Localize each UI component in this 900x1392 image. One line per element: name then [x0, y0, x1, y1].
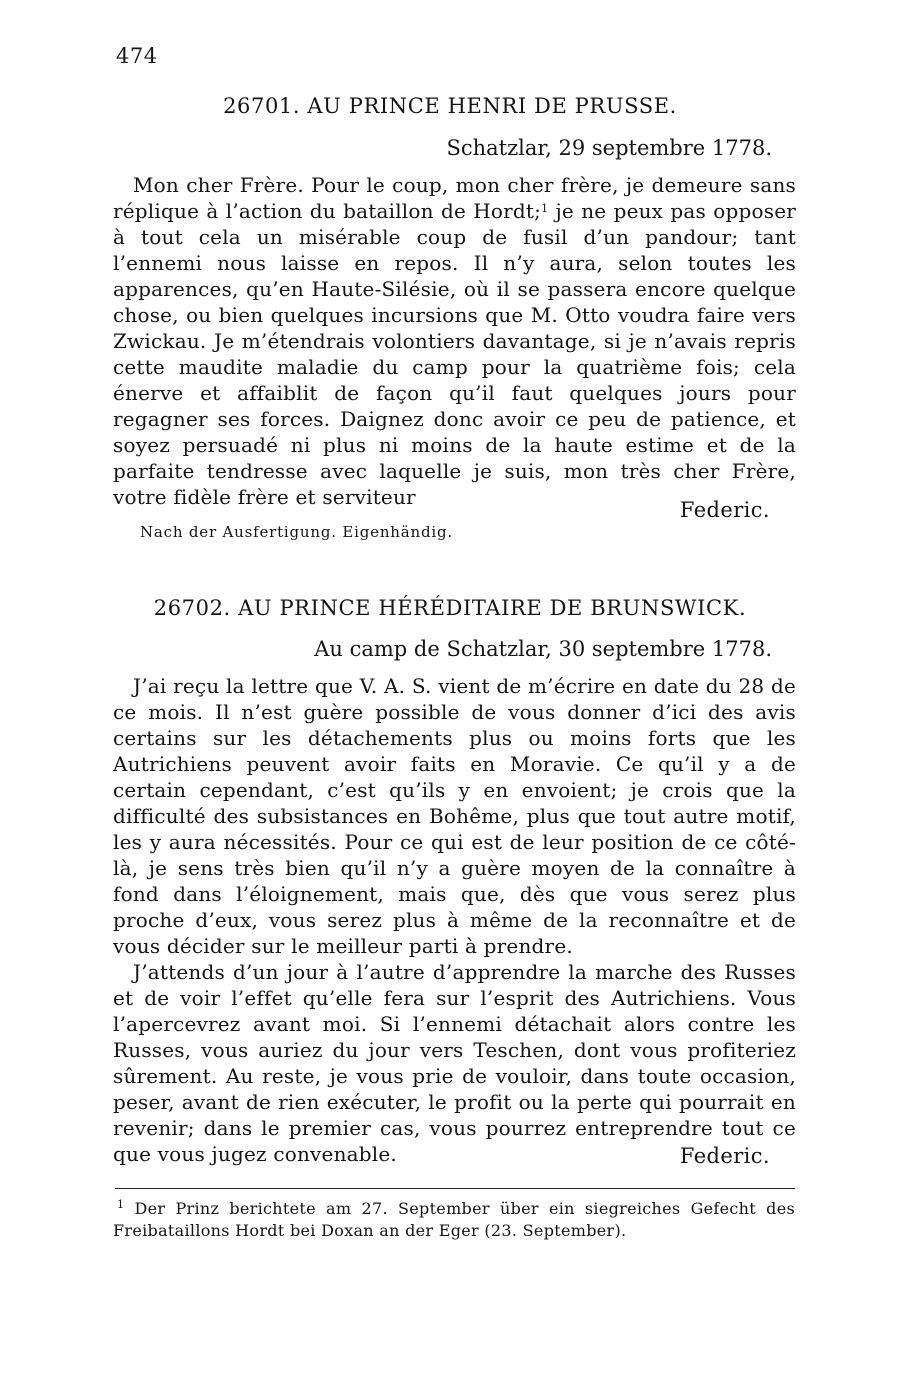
letter-dateline: Au camp de Schatzlar, 30 septembre 1778.: [314, 637, 772, 661]
letter-heading: 26702. AU PRINCE HÉRÉDITAIRE DE BRUNSWICK.: [153, 596, 747, 620]
footnote-text: Der Prinz berichtete am 27. September über ein siegreiches Gefecht des Freibataillons Hordt bei Doxan an der Eger (23. September).: [113, 1199, 795, 1240]
footnote-mark: 1: [117, 1198, 125, 1211]
letter-paragraph: [113, 172, 796, 510]
footnote: [113, 1198, 795, 1242]
footnote-divider: [115, 1188, 795, 1189]
letter-text: Mon cher Frère. Pour le coup, mon cher frère, je demeure sans réplique à l’action du bataillon de Hordt;: [113, 173, 796, 223]
letter-paragraph: J’ai reçu la lettre que V. A. S. vient de m’écrire en date du 28 de ce mois. Il n’est guère possible de vous donner d’ici des avis certains sur les détachements plus ou moins forts que les Autrichiens peuvent avoir faits en Moravie. Ce qu’il y a de certain cependant, c’est qu’ils y en envoient; je crois que la difficulté des subsistances en Bohême, plus que tout autre motif, les y aura nécessités. Pour ce qui est de leur position de ce côté-là, je sens très bien qu’il n’y a guère moyen de la connaître à fond dans l’éloignement, mais que, dès que vous serez plus proche d’eux, vous serez plus à même de la reconnaître et de vous décider sur le meilleur parti à prendre.: [113, 674, 796, 958]
letter-signature: Federic.: [679, 498, 770, 522]
letter-heading: 26701. AU PRINCE HENRI DE PRUSSE.: [223, 94, 677, 118]
letter-paragraph: J’attends d’un jour à l’autre d’apprendre la marche des Russes et de voir l’effet qu’elle fera sur l’esprit des Autrichiens. Vous l’apercevrez avant moi. Si l’ennemi détachait alors contre les Russes, vous auriez du jour vers Teschen, dont vous profiteriez sûrement. Au reste, je vous prie de vouloir, dans toute occasion, peser, avant de rien exécuter, le profit ou la perte qui pourrait en revenir; dans le premier cas, vous pourrez entreprendre tout ce que vous jugez convenable.: [113, 960, 796, 1166]
letter-dateline: Schatzlar, 29 septembre 1778.: [446, 136, 772, 160]
letter-body: [113, 673, 796, 1167]
letter-text: je ne peux pas opposer à tout cela un misérable coup de fusil d’un pandour; tant l’ennemi nous laisse en repos. Il n’y aura, selon toutes les apparences, qu’en Haute-Silésie, où il se passera encore quelque chose, ou bien quelques incursions que M. Otto voudra faire vers Zwickau. Je m’étendrais volontiers davantage, si je n’avais repris cette maudite maladie du camp pour la quatrième fois; cela énerve et affaiblit de façon qu’il faut quelques jours pour regagner ses forces. Daignez donc avoir ce peu de patience, et soyez persuadé ni plus ni moins de la haute estime et de la parfaite tendresse avec laquelle je suis, mon très cher Frère, votre fidèle frère et serviteur: [113, 199, 796, 509]
source-note: Nach der Ausfertigung. Eigenhändig.: [140, 523, 453, 541]
footnote-paragraph: [113, 1198, 795, 1242]
page-number: 474: [116, 44, 158, 68]
letter-signature: Federic.: [679, 1144, 770, 1168]
letter-body: [113, 172, 796, 510]
footnote-reference: 1: [541, 202, 549, 215]
